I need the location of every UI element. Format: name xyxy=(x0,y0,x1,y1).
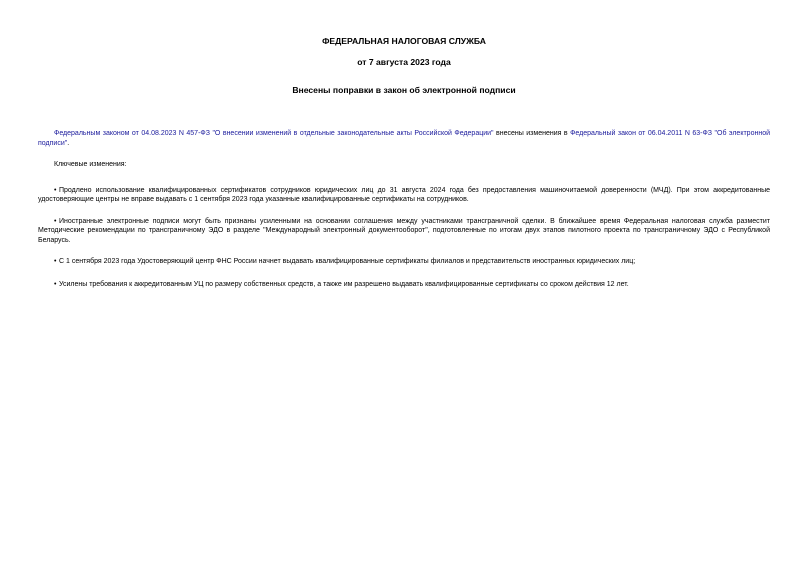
document-date: от 7 августа 2023 года xyxy=(357,57,451,67)
list-item xyxy=(38,257,770,267)
list-item xyxy=(38,186,770,205)
document-page xyxy=(38,30,770,289)
intro-middle-text: внесены изменения в xyxy=(493,130,571,137)
list-item xyxy=(38,280,770,290)
intro-paragraph xyxy=(38,129,770,148)
intro-end-text: . xyxy=(67,139,70,147)
bullet-icon: • xyxy=(54,217,57,225)
document-headline: Внесены поправки в закон об электронной подписи xyxy=(292,85,516,95)
law-457-link[interactable]: Федеральным законом от 04.08.2023 N 457-ФЗ "О внесении изменений в отдельные законодательные акты Российской Федерации" xyxy=(54,130,494,137)
list-item-text: Иностранные электронные подписи могут быть признаны усиленными на основании соглашения между участниками трансграничной сделки. В ближайшее время Федеральная налоговая служба разместит Методические рекомендации по трансграничному ЭДО в разделе "Международный электронный документооборот", подготовленные по итогам двух этапов пилотного проекта по трансграничному ЭДО с Республикой Беларусь. xyxy=(38,217,770,244)
law-63-link[interactable]: Федеральный закон от 06.04.2011 N 63-ФЗ "Об электронной подписи" xyxy=(38,130,770,147)
list-item-text: С 1 сентября 2023 года Удостоверяющий центр ФНС России начнет выдавать квалифицированные сертификаты филиалов и представительств иностранных юридических лиц; xyxy=(59,258,636,265)
key-changes-label: Ключевые изменения: xyxy=(54,161,127,168)
list-item xyxy=(38,217,770,246)
list-item-text: Продлено использование квалифицированных сертификатов сотрудников юридических лиц до 31 августа 2024 года без предоставления машиночитаемой доверенности (МЧД). При этом аккредитованные удостоверяющие центры не вправе выдавать с 1 сентября 2023 года указанные квалифицированные сертификаты на сотрудников. xyxy=(38,186,770,203)
bullet-icon: • xyxy=(54,258,57,265)
bullet-icon: • xyxy=(54,280,57,288)
list-item-text: Усилены требования к аккредитованным УЦ по размеру собственных средств, а также им разрешено выдавать квалифицированные сертификаты со сроком действия 12 лет. xyxy=(59,280,629,288)
bullet-icon: • xyxy=(54,186,57,194)
organization-title: ФЕДЕРАЛЬНАЯ НАЛОГОВАЯ СЛУЖБА xyxy=(322,36,486,46)
